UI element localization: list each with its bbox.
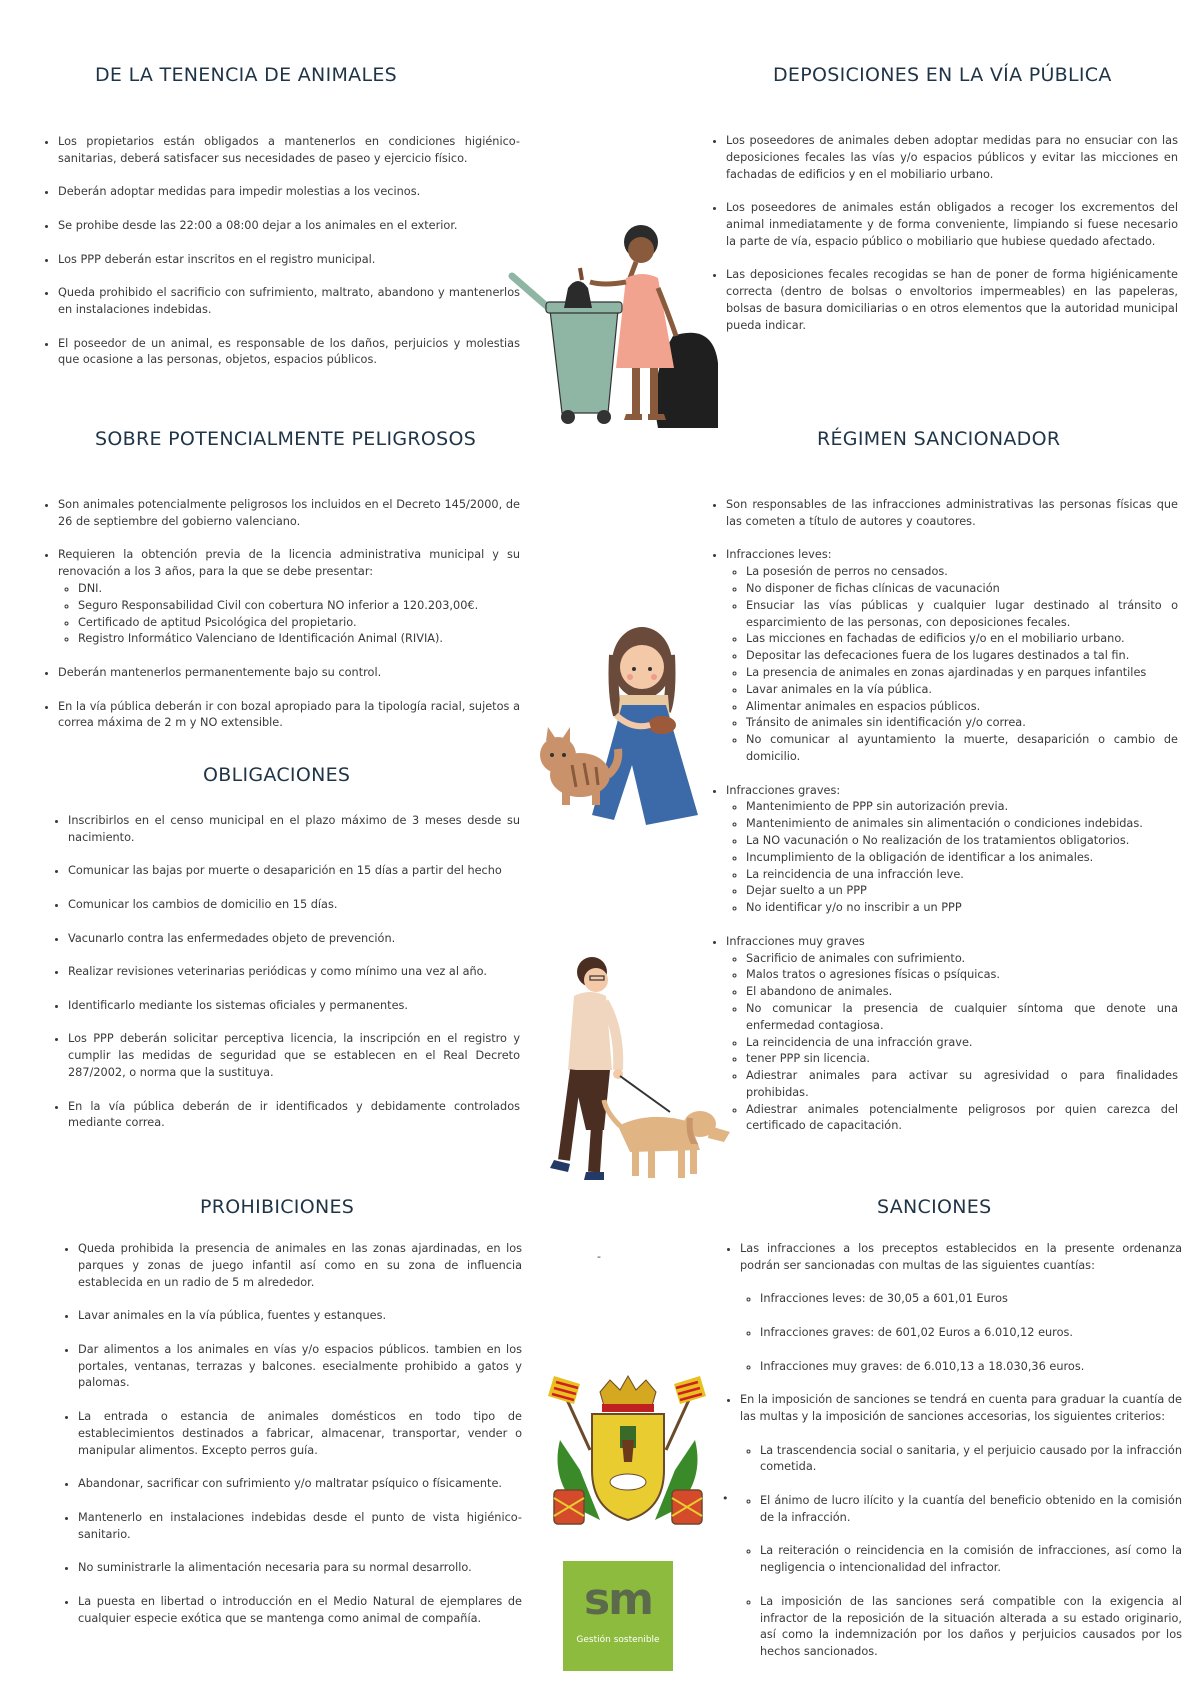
deposiciones-list bbox=[708, 133, 1178, 335]
sublist-item: ◦ Tránsito de animales sin identificación y/o correa. bbox=[746, 715, 1178, 732]
sublist-item: ◦ Registro Informático Valenciano de Identificación Animal (RIVIA). bbox=[78, 631, 520, 648]
cuantias-sublist bbox=[740, 1291, 1182, 1375]
list-item: • Deberán adoptar medidas para impedir molestias a los vecinos. bbox=[58, 184, 520, 201]
list-item: • Queda prohibido el sacrificio con sufrimiento, maltrato, abandono y mantenerlos en instalaciones indebidas. bbox=[58, 285, 520, 319]
sublist-item: ◦ La posesión de perros no censados. bbox=[746, 564, 1178, 581]
list-item-text: Infracciones graves: bbox=[726, 783, 841, 797]
list-item: • Vacunarlo contra las enfermedades objeto de prevención. bbox=[68, 931, 520, 948]
tenencia-list bbox=[40, 134, 520, 369]
sublist-item: ◦ Seguro Responsabilidad Civil con cobertura NO inferior a 120.203,00€. bbox=[78, 598, 520, 615]
list-item: • Inscribirlos en el censo municipal en el plazo máximo de 3 meses desde su nacimiento. bbox=[68, 813, 520, 847]
leves-sublist bbox=[726, 564, 1178, 766]
sublist-item: ◦ El abandono de animales. bbox=[746, 984, 1178, 1001]
list-item: • Los poseedores de animales deben adoptar medidas para no ensuciar con las deposiciones fecales las vías y/o espacios públicos y evitar las micciones en fachadas de edificios y en el mobiliario urbano. bbox=[726, 133, 1178, 183]
sublist-item: ◦ Lavar animales en la vía pública. bbox=[746, 682, 1178, 699]
list-item: • Queda prohibida la presencia de animales en las zonas ajardinadas, en los parques y zonas de juego infantil así como en su zona de influencia establecida en un radio de 5 m alrededor. bbox=[78, 1241, 522, 1291]
section-title: PROHIBICIONES bbox=[200, 1196, 355, 1218]
sublist-item: ◦ Infracciones graves: de 601,02 Euros a 6.010,12 euros. bbox=[760, 1325, 1182, 1342]
sublist-item: ◦ El ánimo de lucro ilícito y la cuantía del beneficio obtenido en la comisión de la infracción. bbox=[760, 1493, 1182, 1527]
list-item-text: Infracciones leves: bbox=[726, 548, 832, 562]
sublist-item: ◦ Adiestrar animales potencialmente peligrosos por quien carezca del certificado de capacitación. bbox=[746, 1102, 1178, 1136]
sublist-item: ◦ DNI. bbox=[78, 581, 520, 598]
list-item: • En la vía pública deberán de ir identificados y debidamente controlados mediante correa. bbox=[68, 1099, 520, 1133]
muygraves-sublist bbox=[726, 951, 1178, 1136]
sublist-item: ◦ Adiestrar animales para activar su agresividad o para finalidades prohibidas. bbox=[746, 1068, 1178, 1102]
sublist-item: ◦ No comunicar la presencia de cualquier síntoma que denote una enfermedad contagiosa. bbox=[746, 1001, 1178, 1035]
section-regimen bbox=[708, 428, 1178, 1135]
sublist-item: ◦ La imposición de las sanciones será compatible con la exigencia al infractor de la reposición de la situación alterada a su estado originario, así como la indemnización por los daños y perjuicios causados por los hechos sancionados. bbox=[760, 1594, 1182, 1661]
sublist-item: ◦ No comunicar al ayuntamiento la muerte, desaparición o cambio de domicilio. bbox=[746, 732, 1178, 766]
girl-with-cat-illustration bbox=[522, 615, 722, 830]
sublist-item: ◦ Mantenimiento de PPP sin autorización previa. bbox=[746, 799, 1178, 816]
stray-bullet: • bbox=[722, 1492, 729, 1505]
criterios-sublist bbox=[740, 1443, 1182, 1661]
obligaciones-list bbox=[50, 813, 520, 1132]
list-item: • Comunicar las bajas por muerte o desaparición en 15 días a partir del hecho bbox=[68, 863, 520, 880]
girl-trash-bin-illustration bbox=[508, 218, 723, 428]
list-item: • Comunicar los cambios de domicilio en 15 días. bbox=[68, 897, 520, 914]
section-title: SOBRE POTENCIALMENTE PELIGROSOS bbox=[95, 428, 477, 450]
man-walking-dog-illustration bbox=[540, 950, 740, 1190]
list-item: • Deberán mantenerlos permanentemente bajo su control. bbox=[58, 665, 520, 682]
sublist-item: ◦ tener PPP sin licencia. bbox=[746, 1051, 1178, 1068]
coat-of-arms-emblem bbox=[540, 1370, 715, 1540]
list-item: • La puesta en libertad o introducción en el Medio Natural de ejemplares de cualquier especie exótica que se mantenga como animal de compañía. bbox=[78, 1594, 522, 1628]
peligrosos-list bbox=[40, 497, 520, 732]
list-item: • Mantenerlo en instalaciones indebidas desde el punto de vista higiénico-sanitario. bbox=[78, 1510, 522, 1544]
list-item bbox=[726, 934, 1178, 1136]
list-item: • La entrada o estancia de animales domésticos en todo tipo de establecimientos destinados a fabricar, almacenar, transportar, vender o manipular alimentos. Excepto perros guía. bbox=[78, 1409, 522, 1459]
sublist-item: ◦ Infracciones muy graves: de 6.010,13 a 18.030,36 euros. bbox=[760, 1359, 1182, 1376]
list-item: • No suministrarle la alimentación necesaria para su normal desarrollo. bbox=[78, 1560, 522, 1577]
section-prohibiciones bbox=[60, 1196, 522, 1627]
list-item: • Abandonar, sacrificar con sufrimiento y/o maltratar psíquico o físicamente. bbox=[78, 1476, 522, 1493]
sublist-item: ◦ Certificado de aptitud Psicológica del propietario. bbox=[78, 615, 520, 632]
sublist-item: ◦ La reincidencia de una infracción grave. bbox=[746, 1035, 1178, 1052]
sublist-item: ◦ Sacrificio de animales con sufrimiento. bbox=[746, 951, 1178, 968]
list-item-text: Infracciones muy graves bbox=[726, 934, 865, 948]
stray-dash: - bbox=[597, 1250, 601, 1263]
sublist-item: ◦ La reiteración o reincidencia en la comisión de infracciones, así como la negligencia o intencionalidad del infractor. bbox=[760, 1543, 1182, 1577]
list-item: • Los propietarios están obligados a mantenerlos en condiciones higiénico-sanitarias, deberá satisfacer sus necesidades de paseo y ejercicio físico. bbox=[58, 134, 520, 168]
list-item: • Son responsables de las infracciones administrativas las personas físicas que las cometen a título de autores y coautores. bbox=[726, 497, 1178, 531]
sm-logo-tagline: Gestión sostenible bbox=[576, 1635, 660, 1645]
list-item: • Dar alimentos a los animales en vías y/o espacios públicos. tambien en los portales, ventanas, terrazas y balcones. esecialmente prohibido a gatos y palomas. bbox=[78, 1342, 522, 1392]
list-item-text: Las infracciones a los preceptos establecidos en la presente ordenanza podrán ser sancionadas con multas de las siguientes cuantías: bbox=[740, 1242, 1182, 1272]
list-item-text: En la imposición de sanciones se tendrá en cuenta para graduar la cuantía de las multas y la imposición de sanciones accesorias, los siguientes criterios: bbox=[740, 1393, 1182, 1423]
sublist-item: ◦ Alimentar animales en espacios públicos. bbox=[746, 699, 1178, 716]
list-item: • Realizar revisiones veterinarias periódicas y como mínimo una vez al año. bbox=[68, 964, 520, 981]
section-deposiciones bbox=[708, 64, 1178, 335]
section-title: DE LA TENENCIA DE ANIMALES bbox=[95, 64, 398, 86]
list-item: • Identificarlo mediante los sistemas oficiales y permanentes. bbox=[68, 998, 520, 1015]
sublist-item: ◦ La NO vacunación o No realización de los tratamientos obligatorios. bbox=[746, 833, 1178, 850]
sublist-item: ◦ Dejar suelto a un PPP bbox=[746, 883, 1178, 900]
sublist-item: ◦ Depositar las defecaciones fuera de los lugares destinados a tal fin. bbox=[746, 648, 1178, 665]
list-item bbox=[740, 1392, 1182, 1661]
list-item bbox=[726, 783, 1178, 917]
sublist-item: ◦ Ensuciar las vías públicas y cualquier lugar destinado al tránsito o esparcimiento de las personas, con deposiciones fecales. bbox=[746, 598, 1178, 632]
section-tenencia bbox=[40, 64, 520, 369]
list-item bbox=[58, 547, 520, 648]
sublist-item: ◦ No identificar y/o no inscribir a un PPP bbox=[746, 900, 1178, 917]
section-sanciones bbox=[722, 1196, 1182, 1661]
regimen-list bbox=[708, 497, 1178, 1135]
sublist-item: ◦ No disponer de fichas clínicas de vacunación bbox=[746, 581, 1178, 598]
list-item: • Los PPP deberán estar inscritos en el registro municipal. bbox=[58, 252, 520, 269]
sublist-item: ◦ Las micciones en fachadas de edificios y/o en el mobiliario urbano. bbox=[746, 631, 1178, 648]
sublist-item: ◦ Mantenimiento de animales sin alimentación o condiciones indebidas. bbox=[746, 816, 1178, 833]
sm-logo bbox=[563, 1561, 673, 1671]
sm-logo-letters: sm bbox=[583, 1574, 653, 1625]
requirements-sublist bbox=[58, 581, 520, 648]
section-title: DEPOSICIONES EN LA VÍA PÚBLICA bbox=[773, 64, 1112, 86]
section-title: OBLIGACIONES bbox=[203, 764, 351, 786]
list-item: • Los PPP deberán solicitar perceptiva licencia, la inscripción en el registro y cumplir las medidas de seguridad que se establecen en el Real Decreto 287/2002, o norma que la sustituya. bbox=[68, 1031, 520, 1081]
list-item: • El poseedor de un animal, es responsable de los daños, perjuicios y molestias que ocasione a las personas, objetos, espacios públicos. bbox=[58, 336, 520, 370]
section-peligrosos bbox=[40, 428, 520, 732]
sublist-item: ◦ Infracciones leves: de 30,05 a 601,01 Euros bbox=[760, 1291, 1182, 1308]
list-item bbox=[740, 1241, 1182, 1375]
list-item: • Lavar animales en la vía pública, fuentes y estanques. bbox=[78, 1308, 522, 1325]
sublist-item: ◦ La reincidencia de una infracción leve. bbox=[746, 867, 1178, 884]
sublist-item: ◦ La presencia de animales en zonas ajardinadas y en parques infantiles bbox=[746, 665, 1178, 682]
list-item: • Los poseedores de animales están obligados a recoger los excrementos del animal inmediatamente y de forma conveniente, limpiando si fuese necesario la parte de vía, espacio público o mobiliario que hubiese quedado afectado. bbox=[726, 200, 1178, 250]
sublist-item: ◦ Malos tratos o agresiones físicas o psíquicas. bbox=[746, 967, 1178, 984]
graves-sublist bbox=[726, 799, 1178, 917]
sanciones-list bbox=[722, 1241, 1182, 1661]
section-obligaciones bbox=[50, 764, 520, 1132]
list-item bbox=[726, 547, 1178, 765]
section-title: RÉGIMEN SANCIONADOR bbox=[817, 428, 1061, 450]
section-title: SANCIONES bbox=[877, 1196, 992, 1218]
list-item: • Son animales potencialmente peligrosos los incluidos en el Decreto 145/2000, de 26 de septiembre del gobierno valenciano. bbox=[58, 497, 520, 531]
list-item-text: Requieren la obtención previa de la licencia administrativa municipal y su renovación a los 3 años, para la que se debe presentar: bbox=[58, 548, 520, 579]
sublist-item: ◦ Incumplimiento de la obligación de identificar a los animales. bbox=[746, 850, 1178, 867]
sublist-item: ◦ La trascendencia social o sanitaria, y el perjuicio causado por la infracción cometida. bbox=[760, 1443, 1182, 1477]
list-item: • En la vía pública deberán ir con bozal apropiado para la tipología racial, sujetos a correa máxima de 2 m y NO extensible. bbox=[58, 699, 520, 733]
list-item: • Se prohibe desde las 22:00 a 08:00 dejar a los animales en el exterior. bbox=[58, 218, 520, 235]
list-item: • Las deposiciones fecales recogidas se han de poner de forma higiénicamente correcta (dentro de bolsas o envoltorios impermeables) en las papeleras, bolsas de basura domiciliarias o en otros elementos que la autoridad municipal pueda indicar. bbox=[726, 267, 1178, 334]
prohibiciones-list bbox=[60, 1241, 522, 1627]
